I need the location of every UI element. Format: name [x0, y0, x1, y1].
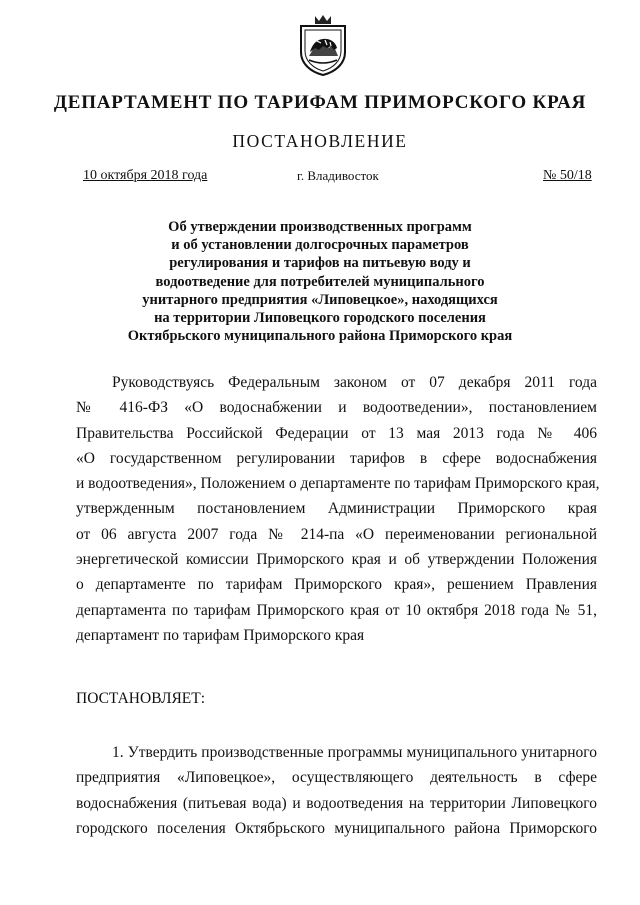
document-number: № 50/18: [543, 168, 592, 183]
title-line: Об утверждении производственных программ: [168, 219, 472, 235]
paragraph-line: предприятия «Липовецкое», осуществляющего деятельность в сфере: [76, 769, 597, 787]
paragraph-line: и водоотведения», Положением о департаменте по тарифам Приморского края,: [76, 475, 600, 493]
coat-of-arms-emblem: [297, 12, 349, 76]
title-line: унитарного предприятия «Липовецкое», находящихся: [142, 291, 498, 308]
paragraph-line: «О государственном регулировании тарифов в сфере водоснабжения: [76, 449, 597, 467]
title-line: на территории Липовецкого городского поселения: [154, 310, 486, 327]
department-name: ДЕПАРТАМЕНТ ПО ТАРИФАМ ПРИМОРСКОГО КРАЯ: [53, 92, 587, 113]
preamble-paragraph: [76, 370, 600, 648]
paragraph-line: утвержденным постановлением Администрации Приморского края: [76, 500, 597, 518]
document-title: [80, 218, 560, 345]
paragraph-line: от 06 августа 2007 года № 214-па «О переименовании региональной: [76, 525, 597, 543]
paragraph-line: департамента по тарифам Приморского края от 10 октября 2018 года № 51,: [76, 601, 597, 619]
paragraph-line: водоснабжения (питьевая вода) и водоотведения на территории Липовецкого: [76, 794, 597, 812]
document-type: ПОСТАНОВЛЕНИЕ: [232, 131, 408, 151]
paragraph-line: Руководствуясь Федеральным законом от 07 декабря 2011 года: [112, 374, 597, 391]
document-city: г. Владивосток: [297, 168, 379, 183]
paragraph-line: Правительства Российской Федерации от 13 мая 2013 года № 406: [76, 424, 597, 442]
paragraph-line: о департаменте по тарифам Приморского края», решением Правления: [76, 576, 597, 594]
title-line: водоотведение для потребителей муниципального: [155, 273, 485, 290]
paragraph-line: департамент по тарифам Приморского края: [76, 626, 365, 644]
document-date: 10 октября 2018 года: [83, 168, 208, 183]
item-1-paragraph: [76, 740, 597, 841]
paragraph-line: городского поселения Октябрьского муниципального района Приморского: [76, 819, 597, 837]
paragraph-line: 1. Утвердить производственные программы муниципального унитарного: [112, 744, 597, 761]
paragraph-line: энергетической комиссии Приморского края и об утверждении Положения: [76, 551, 597, 569]
title-line: Октябрьского муниципального района Приморского края: [127, 328, 513, 345]
title-line: регулирования и тарифов на питьевую воду и: [169, 255, 471, 272]
paragraph-line: № 416-ФЗ «О водоснабжении и водоотведении», постановлением: [76, 399, 597, 417]
title-line: и об установлении долгосрочных параметров: [171, 237, 469, 254]
decree-heading: ПОСТАНОВЛЯЕТ:: [76, 690, 206, 707]
